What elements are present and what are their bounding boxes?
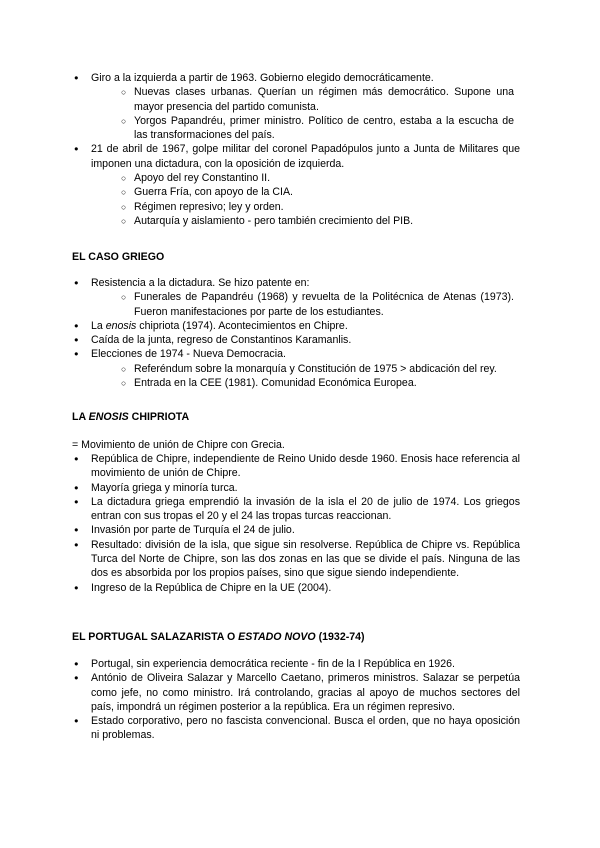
list-item [68,347,520,361]
sub-list-item [117,85,514,114]
list-item [68,581,520,595]
sub-list-item [117,114,514,143]
list-item-text: Caída de la junta, regreso de Constantinos Karamanlis. [91,334,352,347]
sub-list-item [117,362,514,376]
list-item [68,71,520,85]
list-item [68,714,520,743]
list-item [68,142,520,171]
sub-list-item [117,290,514,319]
list-item-text: La [91,319,106,332]
caso-griego-list [0,276,520,390]
list-item [68,495,520,524]
sub-list-item-text: Régimen represivo; ley y orden. [134,200,284,213]
heading-text: LA [72,411,89,423]
list-item-text: Resistencia a la dictadura. Se hizo patente en: [91,277,310,289]
sub-list-item [117,200,514,214]
list-item-text: chipriota (1974). Acontecimientos en Chipre. [136,319,348,332]
heading-portugal [72,630,502,644]
heading-text: CHIPRIOTA [128,411,190,423]
heading-enosis [72,410,502,424]
sub-list-item-text: Referéndum sobre la monarquía y Constitución de 1975 > abdicación del rey. [134,362,497,375]
list-item-text: Elecciones de 1974 - Nueva Democracia. [91,348,286,361]
list-item [68,523,520,537]
list-item-text: Invasión por parte de Turquía el 24 de julio. [91,524,295,537]
list-item-text: Portugal, sin experiencia democrática reciente - fin de la I República en 1926. [91,658,455,670]
sub-list-item-text: Nuevas clases urbanas. Querían un régimen más democrático. Supone una mayor presencia del partido comunista. [134,86,514,113]
list-item [68,452,520,481]
heading-emphasis: ESTADO NOVO [238,631,316,643]
list-item-text: 21 de abril de 1967, golpe militar del coronel Papadópulos junto a Junta de Militares que imponen una dictadura, con la oposición de izquierda. [91,143,520,170]
sub-list-item-text: Autarquía y aislamiento - pero también crecimiento del PIB. [134,214,414,227]
list-item-text: La dictadura griega emprendió la invasión de la isla el 20 de julio de 1974. Los griegos entran con sus tropas el 20 y el 24 las tropas turcas reaccionan. [91,495,520,523]
sub-list-item-text: Entrada en la CEE (1981). Comunidad Económica Europea. [134,377,417,390]
sub-list-item-text: Funerales de Papandréu (1968) y revuelta de la Politécnica de Atenas (1973). Fueron manifestaciones por parte de los estudiantes. [134,291,514,318]
sub-list-item [117,214,514,228]
list-item [68,657,520,671]
list-item [68,319,520,333]
enosis-definition: = Movimiento de unión de Chipre con Grecia. [72,439,285,451]
sub-list-item [117,376,514,390]
sub-list-item [117,171,514,185]
portugal-list [0,657,520,743]
list-item [68,333,520,347]
list-item [68,538,520,581]
sub-list-item-text: Apoyo del rey Constantino II. [134,172,271,185]
list-item [68,671,520,714]
list-item-text: Ingreso de la República de Chipre en la UE (2004). [91,581,332,594]
list-item-text: República de Chipre, independiente de Reino Unido desde 1960. Enosis hace referencia al movimiento de unión de Chipre. [91,453,520,480]
list-item [68,481,520,495]
sub-list-item-text: Yorgos Papandréu, primer ministro. Político de centro, estaba a la escucha de las transformaciones del país. [134,114,514,142]
sub-list-item-text: Guerra Fría, con apoyo de la CIA. [134,186,293,199]
enosis-list [0,452,520,595]
intro-list [0,71,520,228]
list-item [68,276,520,290]
list-item-text: Giro a la izquierda a partir de 1963. Gobierno elegido democráticamente. [91,72,434,84]
sub-list-item [117,185,514,199]
heading-text: EL PORTUGAL SALAZARISTA O [72,631,239,643]
list-item-text: Mayoría griega y minoría turca. [91,481,238,494]
list-item-text: Resultado: división de la isla, que sigue sin resolverse. República de Chipre vs. República Turca del Norte de Chipre, son las dos zonas en las que se divide el país. Ninguna de las dos es absorbida por los propios países, sino que sigue siendo independiente. [91,538,520,580]
heading-text: (1932-74) [315,631,365,643]
heading-emphasis: ENOSIS [88,411,129,423]
list-item-text: Estado corporativo, pero no fascista convencional. Busca el orden, que no haya oposición ni problemas. [91,715,520,742]
emphasis-text: enosis [105,319,137,332]
list-item-text: António de Oliveira Salazar y Marcello Caetano, primeros ministros. Salazar se perpetúa como jefe, no como ministro. Irá controlando, gracias al apoyo de muchos sectores del país, impondrá un régimen posterior a la república. Era un régimen represivo. [91,672,520,713]
heading-caso-griego: EL CASO GRIEGO [72,251,165,263]
